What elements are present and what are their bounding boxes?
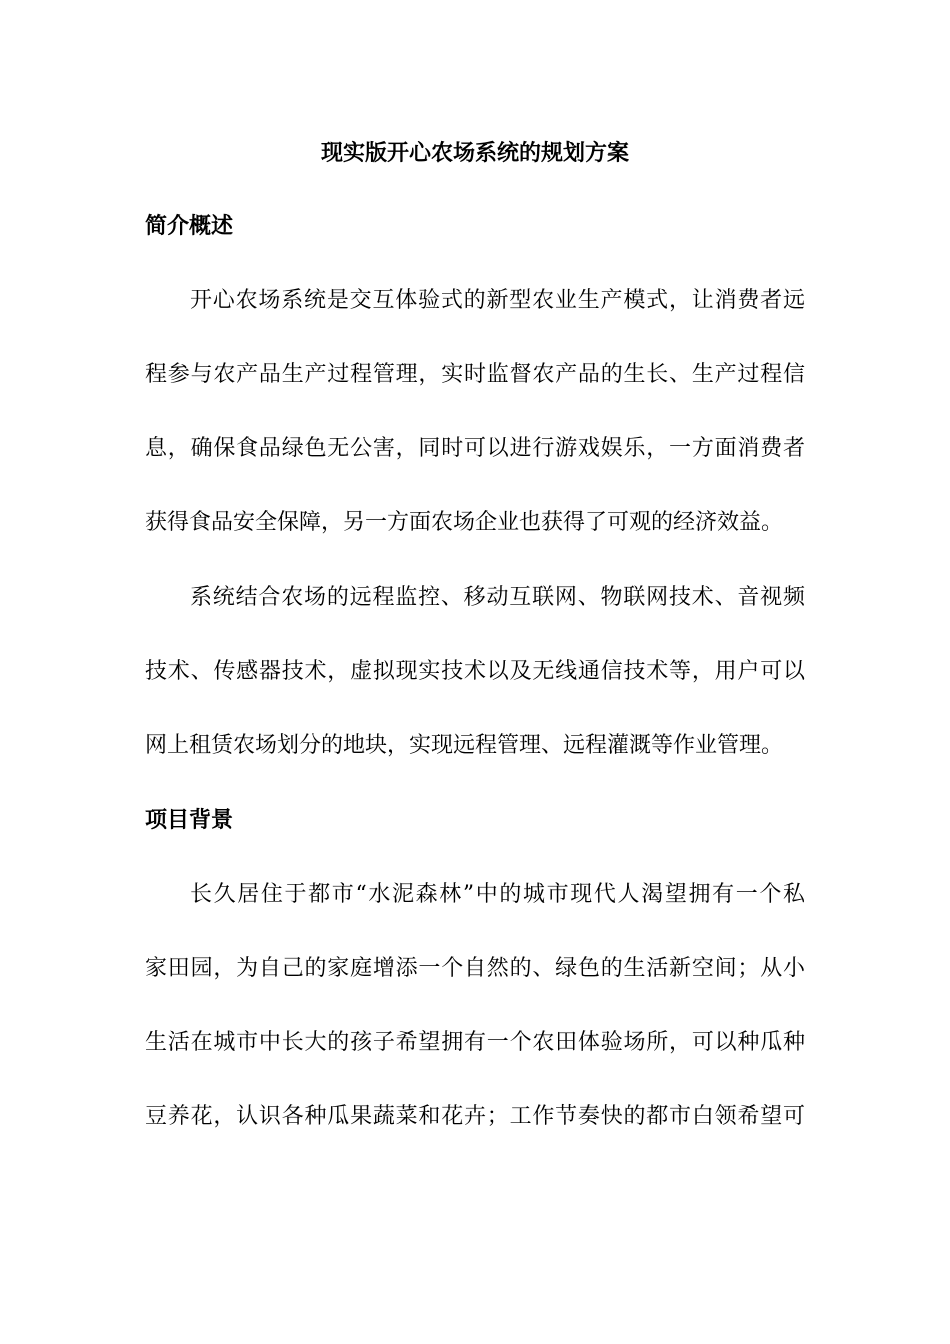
paragraph-line: 家田园，为自己的家庭增添一个自然的、绿色的生活新空间；从小 (145, 956, 805, 981)
paragraph-line: 长久居住于都市“水泥森林”中的城市现代人渴望拥有一个私 (190, 882, 805, 907)
paragraph-line: 系统结合农场的远程监控、移动互联网、物联网技术、音视频 (190, 585, 805, 610)
document-title: 现实版开心农场系统的规划方案 (320, 140, 629, 166)
section-heading-overview: 简介概述 (145, 213, 234, 239)
paragraph-line: 生活在城市中长大的孩子希望拥有一个农田体验场所，可以种瓜种 (145, 1030, 805, 1055)
paragraph-line: 技术、传感器技术，虚拟现实技术以及无线通信技术等，用户可以 (145, 659, 805, 684)
paragraph-line: 获得食品安全保障，另一方面农场企业也获得了可观的经济效益。 (145, 510, 784, 535)
paragraph-line: 程参与农产品生产过程管理，实时监督农产品的生长、生产过程信 (145, 362, 805, 387)
paragraph-line: 网上租赁农场划分的地块，实现远程管理、远程灌溉等作业管理。 (145, 733, 784, 758)
section-heading-background: 项目背景 (145, 807, 234, 833)
paragraph-line: 豆养花，认识各种瓜果蔬菜和花卉；工作节奏快的都市白领希望可 (145, 1104, 805, 1129)
paragraph-line: 开心农场系统是交互体验式的新型农业生产模式，让消费者远 (190, 288, 805, 313)
paragraph-line: 息，确保食品绿色无公害，同时可以进行游戏娱乐，一方面消费者 (145, 436, 805, 461)
